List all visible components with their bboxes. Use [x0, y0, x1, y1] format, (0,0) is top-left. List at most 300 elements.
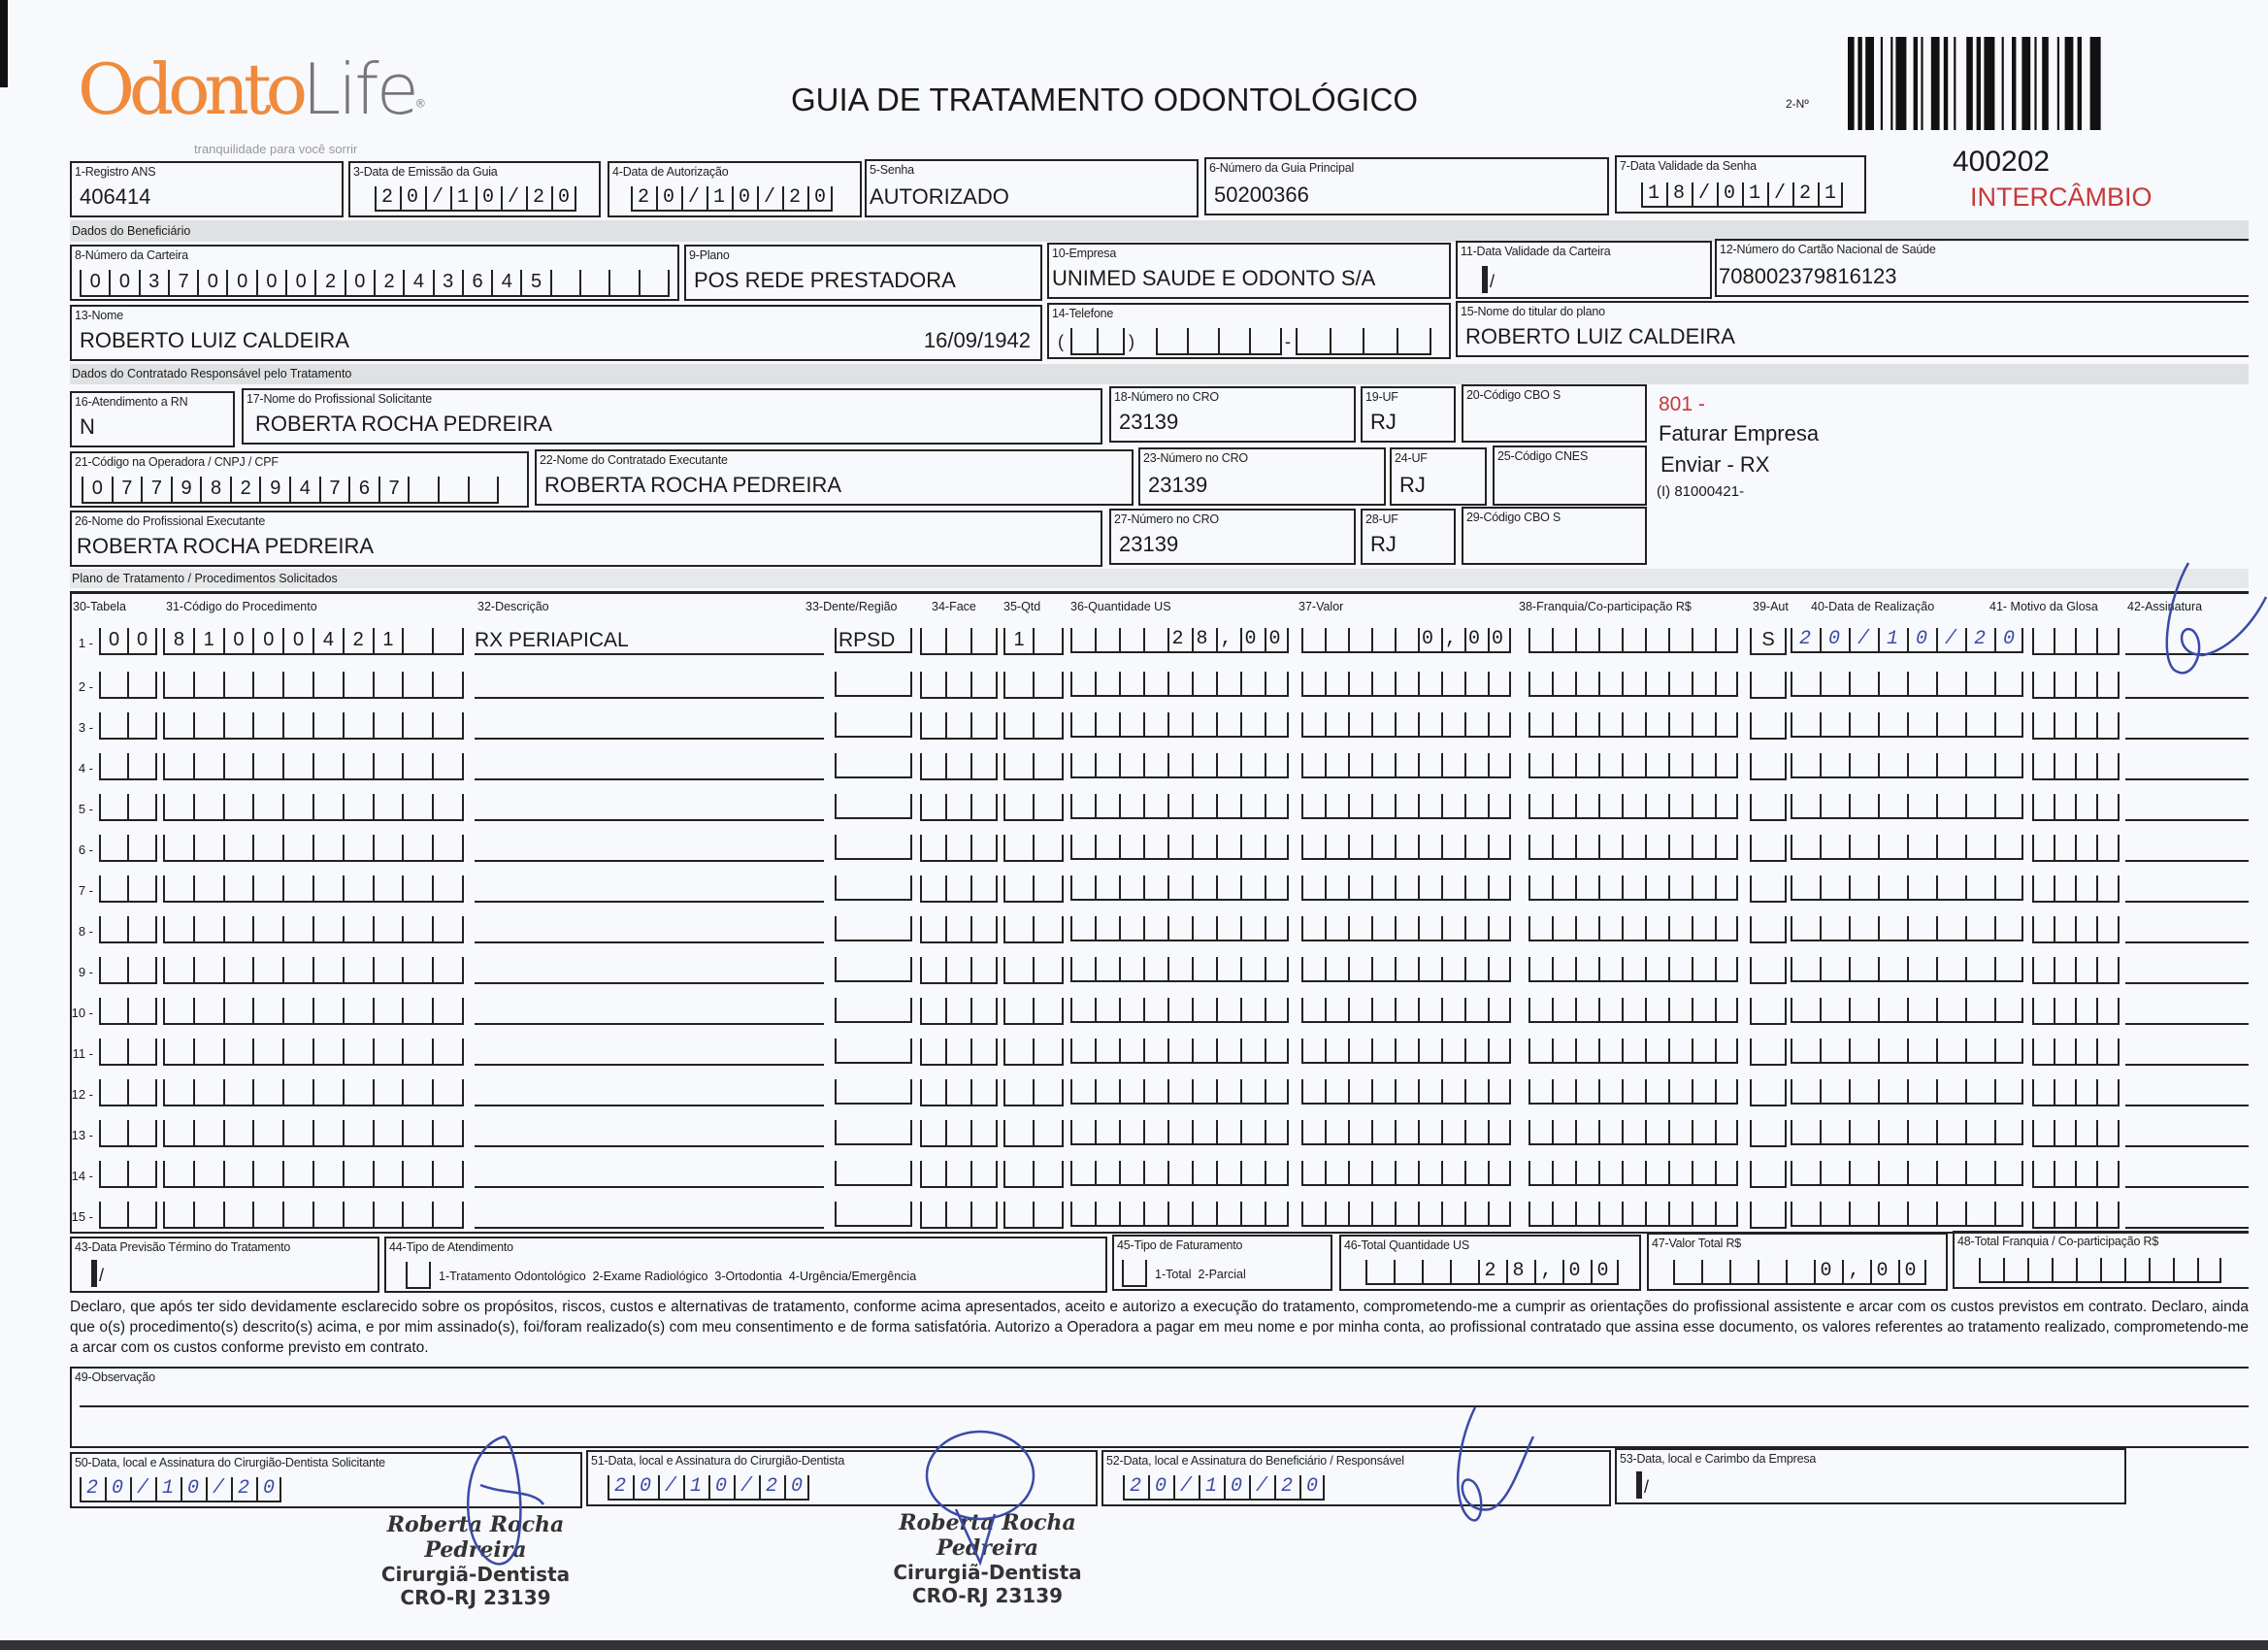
franquia-comb[interactable] — [1528, 794, 1738, 819]
motivo-glosa-comb[interactable] — [2032, 794, 2120, 821]
qtd-comb[interactable] — [1003, 998, 1064, 1025]
aut-comb[interactable] — [1750, 794, 1787, 821]
comb-cell — [1750, 875, 1787, 901]
dente-field[interactable] — [835, 794, 912, 819]
franquia-comb[interactable] — [1528, 1161, 1738, 1186]
valor-comb[interactable] — [1301, 875, 1511, 901]
data-realizacao-comb[interactable] — [1791, 835, 2023, 860]
tipo-atendimento-checkbox[interactable] — [406, 1262, 431, 1289]
dente-field[interactable] — [835, 875, 912, 901]
descricao-field[interactable] — [475, 1039, 824, 1066]
descricao-field[interactable] — [475, 712, 824, 740]
barcode-bar — [2021, 37, 2030, 130]
franquia-comb[interactable] — [1528, 628, 1738, 653]
guia-principal-field[interactable] — [1204, 157, 1609, 215]
assinatura-field[interactable] — [2125, 957, 2249, 984]
codigo-comb[interactable] — [163, 753, 464, 780]
field-label: 11-Data Validade da Carteira — [1461, 245, 1611, 258]
total-franquia-field[interactable] — [1953, 1231, 2249, 1289]
tabela-comb[interactable] — [99, 835, 157, 862]
cnes-field[interactable] — [1493, 446, 1647, 506]
aut-comb[interactable] — [1750, 628, 1787, 655]
face-comb[interactable] — [920, 794, 998, 821]
valor-comb[interactable] — [1301, 916, 1511, 941]
comb-cell — [99, 794, 127, 819]
qtd-comb[interactable] — [1003, 957, 1064, 984]
dente-field[interactable] — [835, 916, 912, 941]
aut-comb[interactable] — [1750, 1079, 1787, 1106]
comb-cell — [2096, 835, 2120, 860]
row-number: 4 - — [78, 761, 93, 776]
valor-comb[interactable] — [1301, 1202, 1511, 1227]
telefone-field[interactable] — [1047, 303, 1451, 359]
aut-comb[interactable] — [1750, 998, 1787, 1025]
descricao-field[interactable]: RX PERIAPICAL — [475, 628, 824, 655]
date-part[interactable] — [1482, 266, 1488, 293]
cro-18-field[interactable] — [1109, 386, 1356, 443]
dente-field[interactable] — [835, 957, 912, 982]
comb-cell: 0 — [197, 270, 226, 295]
qtd-comb[interactable] — [1003, 1161, 1064, 1188]
qtd-us-comb[interactable] — [1070, 998, 1289, 1023]
codigo-comb[interactable] — [163, 712, 464, 740]
data-realizacao-comb[interactable] — [1791, 1161, 2023, 1186]
field-label: 46-Total Quantidade US — [1344, 1238, 1470, 1252]
signature-mark-icon — [898, 1422, 1053, 1568]
comb-cell — [312, 835, 343, 860]
assinatura-field[interactable] — [2125, 794, 2249, 821]
assinatura-field[interactable] — [2125, 1039, 2249, 1066]
cro-27-field[interactable] — [1109, 509, 1356, 565]
face-comb[interactable] — [920, 1161, 998, 1188]
motivo-glosa-comb[interactable] — [2032, 957, 2120, 984]
data-emissao-comb[interactable] — [375, 186, 584, 212]
aut-comb[interactable] — [1750, 1161, 1787, 1188]
assinatura-field[interactable] — [2125, 835, 2249, 862]
comb-cell — [1750, 794, 1787, 819]
face-comb[interactable] — [920, 957, 998, 984]
tipo-atendimento-field[interactable] — [384, 1237, 1107, 1293]
valor-comb[interactable] — [1301, 1161, 1511, 1186]
dente-field[interactable] — [835, 1161, 912, 1186]
codigo-comb[interactable] — [163, 957, 464, 984]
data-realizacao-comb[interactable] — [1791, 794, 2023, 819]
franquia-comb[interactable] — [1528, 875, 1738, 901]
descricao-field[interactable] — [475, 1202, 824, 1229]
descricao-field[interactable] — [475, 1079, 824, 1106]
date-part[interactable] — [1636, 1471, 1642, 1499]
face-comb[interactable] — [920, 916, 998, 943]
codigo-comb[interactable] — [163, 916, 464, 943]
data-realizacao-comb[interactable] — [1791, 1202, 2023, 1227]
dente-field[interactable] — [835, 672, 912, 697]
qtd-comb[interactable] — [1003, 1120, 1064, 1147]
table-row — [0, 875, 2268, 905]
franquia-comb[interactable] — [1528, 753, 1738, 778]
data-realizacao-comb[interactable] — [1791, 957, 2023, 982]
face-comb[interactable] — [920, 672, 998, 699]
valor-total-comb[interactable] — [1673, 1260, 1933, 1285]
data-realizacao-comb[interactable] — [1791, 712, 2023, 738]
face-comb[interactable] — [920, 1039, 998, 1066]
comb-cell — [163, 794, 193, 819]
motivo-glosa-comb[interactable] — [2032, 916, 2120, 943]
aut-comb[interactable] — [1750, 672, 1787, 699]
tabela-comb[interactable] — [99, 628, 157, 655]
tabela-comb[interactable] — [99, 1120, 157, 1147]
data-autorizacao-comb[interactable] — [631, 186, 840, 212]
motivo-glosa-comb[interactable] — [2032, 1039, 2120, 1066]
aut-comb[interactable] — [1750, 957, 1787, 984]
tabela-comb[interactable] — [99, 875, 157, 903]
stamp-cro: CRO-RJ 23139 — [911, 1584, 1064, 1607]
assinatura-field[interactable] — [2125, 1120, 2249, 1147]
descricao-field[interactable] — [475, 672, 824, 699]
qtd-us-comb[interactable] — [1070, 672, 1289, 697]
franquia-comb[interactable] — [1528, 1079, 1738, 1105]
motivo-glosa-comb[interactable] — [2032, 835, 2120, 862]
registro-ans-field[interactable] — [70, 161, 344, 217]
plano-field[interactable] — [684, 245, 1042, 301]
dente-field[interactable] — [835, 753, 912, 778]
qtd-comb[interactable] — [1003, 916, 1064, 943]
comb-cell — [282, 794, 312, 819]
dente-field[interactable] — [835, 998, 912, 1023]
assinatura-field[interactable] — [2125, 753, 2249, 780]
page-title: GUIA DE TRATAMENTO ODONTOLÓGICO — [791, 82, 1419, 117]
codigo-comb[interactable] — [163, 672, 464, 699]
motivo-glosa-comb[interactable] — [2032, 1161, 2120, 1188]
guide-code: 400202 — [1953, 146, 2051, 178]
tabela-comb[interactable] — [99, 916, 157, 943]
data-realizacao-comb[interactable] — [1791, 672, 2023, 697]
qtd-us-comb[interactable] — [1070, 1079, 1289, 1105]
date-part[interactable] — [91, 1260, 97, 1287]
empresa-field[interactable] — [1047, 243, 1451, 299]
franquia-comb[interactable] — [1528, 835, 1738, 860]
data-realizacao-comb[interactable] — [1791, 998, 2023, 1023]
qtd-us-comb[interactable] — [1070, 835, 1289, 860]
data-realizacao-comb[interactable] — [1791, 1120, 2023, 1145]
franquia-comb[interactable] — [1528, 998, 1738, 1023]
row-number: 10 - — [71, 1006, 93, 1020]
dente-field[interactable] — [835, 1120, 912, 1145]
profissional-executante-field[interactable] — [70, 511, 1102, 567]
tabela-comb[interactable] — [99, 1161, 157, 1188]
dente-field[interactable] — [835, 835, 912, 860]
total-franquia-comb[interactable] — [1979, 1258, 2221, 1283]
valor-comb[interactable] — [1301, 628, 1515, 653]
total-us-comb[interactable] — [1365, 1260, 1626, 1285]
validade-senha-field[interactable] — [1615, 155, 1866, 214]
field-label: 24-UF — [1395, 451, 1428, 465]
tabela-comb[interactable] — [99, 998, 157, 1025]
assinatura-field[interactable] — [2125, 1202, 2249, 1229]
assinatura-beneficiario-date[interactable] — [1123, 1475, 1332, 1501]
codigo-comb[interactable] — [163, 1039, 464, 1066]
date-comb[interactable] — [1482, 268, 1700, 293]
comb-cell — [945, 998, 970, 1023]
profissional-solicitante-field[interactable] — [242, 388, 1102, 445]
validade-carteira-field[interactable] — [1456, 241, 1712, 299]
face-comb[interactable] — [920, 712, 998, 740]
codigo-comb[interactable] — [163, 998, 464, 1025]
tabela-comb[interactable] — [99, 672, 157, 699]
dente-field[interactable] — [835, 1202, 912, 1227]
comb-cell — [1750, 916, 1787, 941]
barcode — [1848, 37, 2151, 130]
motivo-glosa-comb[interactable] — [2032, 875, 2120, 903]
comb-cell: 0 — [285, 270, 314, 295]
qtd-us-comb[interactable] — [1070, 628, 1294, 653]
qtd-comb[interactable] — [1003, 794, 1064, 821]
descricao-field[interactable] — [475, 957, 824, 984]
descricao-field[interactable] — [475, 998, 824, 1025]
descricao-field[interactable] — [475, 916, 824, 943]
qtd-us-comb[interactable] — [1070, 1202, 1289, 1227]
franquia-comb[interactable] — [1528, 712, 1738, 738]
comb-cell — [193, 957, 223, 982]
tabela-comb[interactable] — [99, 1039, 157, 1066]
descricao-field[interactable] — [475, 875, 824, 903]
comb-cell — [373, 712, 403, 738]
assinatura-field[interactable] — [2125, 998, 2249, 1025]
note-enviar: Enviar - RX — [1660, 452, 1770, 477]
descricao-field[interactable] — [475, 835, 824, 862]
qtd-comb[interactable] — [1003, 1202, 1064, 1229]
aut-comb[interactable] — [1750, 916, 1787, 943]
comb-cell — [2096, 672, 2120, 697]
dente-field[interactable] — [835, 1039, 912, 1064]
comb-cell — [99, 1079, 127, 1105]
aut-comb[interactable] — [1750, 875, 1787, 903]
motivo-glosa-comb[interactable] — [2032, 1120, 2120, 1147]
comb-cell — [252, 1161, 282, 1186]
ddd-comb[interactable] — [1070, 328, 1125, 355]
carteira-field[interactable] — [70, 245, 679, 301]
aut-comb[interactable] — [1750, 1120, 1787, 1147]
comb-cell — [373, 1039, 403, 1064]
carteira-comb[interactable] — [80, 270, 670, 297]
qtd-us-comb[interactable] — [1070, 916, 1289, 941]
tabela-comb[interactable] — [99, 794, 157, 821]
qtd-comb[interactable] — [1003, 712, 1064, 740]
uf-28-field[interactable] — [1361, 509, 1456, 565]
comb-cell — [1363, 328, 1397, 353]
face-comb[interactable] — [920, 998, 998, 1025]
codigo-comb[interactable] — [163, 1120, 464, 1147]
motivo-glosa-comb[interactable] — [2032, 998, 2120, 1025]
phone-suffix-comb[interactable] — [1296, 328, 1431, 355]
qtd-comb[interactable] — [1003, 835, 1064, 862]
comb-cell — [312, 1039, 343, 1064]
comb-cell: 4 — [312, 628, 343, 653]
dente-field[interactable] — [835, 1079, 912, 1105]
qtd-us-comb[interactable] — [1070, 875, 1289, 901]
cns-field[interactable] — [1715, 239, 2249, 297]
comb-cell — [163, 712, 193, 738]
qtd-comb[interactable] — [1003, 753, 1064, 780]
qtd-comb[interactable] — [1003, 875, 1064, 903]
nome-field[interactable] — [70, 305, 1042, 361]
codigo-comb[interactable] — [163, 1079, 464, 1106]
date-comb[interactable] — [1636, 1473, 1840, 1499]
assinatura-field[interactable] — [2125, 875, 2249, 903]
assinatura-field[interactable] — [2125, 1161, 2249, 1188]
atendimento-rn-field[interactable] — [70, 391, 235, 447]
motivo-glosa-comb[interactable] — [2032, 672, 2120, 699]
face-comb[interactable] — [920, 753, 998, 780]
data-realizacao-comb[interactable] — [1791, 628, 2033, 653]
comb-cell — [163, 835, 193, 860]
cbo-20-field[interactable] — [1462, 384, 1647, 443]
validade-senha-comb[interactable] — [1641, 182, 1851, 208]
aut-comb[interactable] — [1750, 1039, 1787, 1066]
motivo-glosa-comb[interactable] — [2032, 628, 2120, 655]
comb-cell — [432, 1079, 464, 1105]
aut-comb[interactable] — [1750, 753, 1787, 780]
face-comb[interactable] — [920, 628, 998, 655]
face-comb[interactable] — [920, 1120, 998, 1147]
total-us-value: 28,00 — [1484, 1260, 1626, 1282]
cro-23-field[interactable] — [1138, 447, 1386, 506]
total-us-field[interactable] — [1339, 1235, 1641, 1291]
data-realizacao-comb[interactable] — [1791, 1079, 2023, 1105]
date-comb[interactable] — [91, 1262, 310, 1287]
tabela-comb[interactable] — [99, 1202, 157, 1229]
cbo-29-field[interactable] — [1462, 507, 1647, 565]
field-value: ROBERTA ROCHA PEDREIRA — [255, 412, 553, 436]
barcode-bar — [1984, 37, 1994, 130]
valor-comb[interactable] — [1301, 835, 1511, 860]
motivo-glosa-comb[interactable] — [2032, 712, 2120, 740]
qtd-us-comb[interactable] — [1070, 712, 1289, 738]
uf-24-field[interactable] — [1390, 447, 1487, 506]
qtd-us-comb[interactable] — [1070, 753, 1289, 778]
valor-comb[interactable] — [1301, 1079, 1511, 1105]
codigo-comb[interactable] — [163, 1161, 464, 1188]
data-realizacao-comb[interactable] — [1791, 916, 2023, 941]
tabela-comb[interactable] — [99, 753, 157, 780]
descricao-field[interactable] — [475, 794, 824, 821]
barcode-bar — [1857, 37, 1861, 130]
qtd-us-comb[interactable] — [1070, 1120, 1289, 1145]
assinatura-field[interactable] — [2125, 712, 2249, 740]
assinatura-field[interactable] — [2125, 916, 2249, 943]
valor-comb[interactable] — [1301, 1039, 1511, 1064]
qtd-us-comb[interactable] — [1070, 1161, 1289, 1186]
motivo-glosa-comb[interactable] — [2032, 753, 2120, 780]
descricao-field[interactable] — [475, 1120, 824, 1147]
face-comb[interactable] — [920, 875, 998, 903]
qtd-comb[interactable] — [1003, 1039, 1064, 1066]
motivo-glosa-comb[interactable] — [2032, 1079, 2120, 1106]
qtd-us-comb[interactable] — [1070, 957, 1289, 982]
data-realizacao-comb[interactable] — [1791, 753, 2023, 778]
contratado-executante-field[interactable] — [535, 449, 1134, 506]
codigo-comb[interactable] — [163, 875, 464, 903]
qtd-comb[interactable] — [1003, 628, 1064, 655]
codigo-operadora-field[interactable] — [70, 451, 529, 508]
assinatura-solicitante-date[interactable] — [80, 1477, 289, 1502]
data-autorizacao-field[interactable] — [608, 161, 862, 217]
tabela-comb[interactable] — [99, 712, 157, 740]
aut-comb[interactable] — [1750, 1202, 1787, 1229]
descricao-field[interactable] — [475, 753, 824, 780]
valor-comb[interactable] — [1301, 957, 1511, 982]
data-emissao-field[interactable] — [348, 161, 601, 217]
codigo-comb[interactable] — [163, 1202, 464, 1229]
comb-cell — [343, 875, 373, 901]
valor-comb[interactable] — [1301, 672, 1511, 697]
valor-comb[interactable] — [1301, 712, 1511, 738]
face-comb[interactable] — [920, 1079, 998, 1106]
valor-comb[interactable] — [1301, 998, 1511, 1023]
observacao-field[interactable] — [70, 1367, 2249, 1448]
codigo-comb[interactable] — [163, 628, 464, 655]
comb-cell — [945, 1161, 970, 1186]
franquia-comb[interactable] — [1528, 1202, 1738, 1227]
face-comb[interactable] — [920, 835, 998, 862]
franquia-comb[interactable] — [1528, 1039, 1738, 1064]
assinatura-dentista-date[interactable] — [608, 1475, 817, 1501]
note-code: 801 - — [1659, 393, 1705, 415]
senha-field[interactable] — [865, 159, 1199, 217]
uf-19-field[interactable] — [1361, 386, 1456, 443]
motivo-glosa-comb[interactable] — [2032, 1202, 2120, 1229]
aut-comb[interactable] — [1750, 712, 1787, 740]
dente-field[interactable]: RPSD — [835, 628, 912, 653]
franquia-comb[interactable] — [1528, 957, 1738, 982]
franquia-comb[interactable] — [1528, 672, 1738, 697]
codigo-comb[interactable] — [163, 794, 464, 821]
codigo-operadora-comb[interactable] — [82, 477, 499, 504]
tipo-faturamento-checkbox[interactable] — [1122, 1260, 1147, 1287]
qtd-us-comb[interactable] — [1070, 794, 1289, 819]
field-label: 49-Observação — [75, 1370, 155, 1384]
data-realizacao-comb[interactable] — [1791, 1039, 2023, 1064]
qtd-us-comb[interactable] — [1070, 1039, 1289, 1064]
dente-field[interactable] — [835, 712, 912, 738]
valor-total-field[interactable] — [1647, 1233, 1948, 1291]
data-realizacao-comb[interactable] — [1791, 875, 2023, 901]
franquia-comb[interactable] — [1528, 1120, 1738, 1145]
tabela-comb[interactable] — [99, 1079, 157, 1106]
valor-comb[interactable] — [1301, 753, 1511, 778]
comb-cell — [1003, 875, 1033, 901]
carimbo-empresa-field[interactable] — [1615, 1448, 2126, 1504]
tipo-faturamento-field[interactable] — [1112, 1235, 1332, 1291]
phone-prefix-comb[interactable] — [1156, 328, 1282, 355]
previsao-termino-field[interactable] — [70, 1237, 379, 1293]
comb-cell — [282, 1120, 312, 1145]
valor-comb[interactable] — [1301, 794, 1511, 819]
titular-field[interactable] — [1456, 301, 2249, 357]
comb-cell — [2075, 1120, 2096, 1145]
descricao-field[interactable] — [475, 1161, 824, 1188]
tabela-comb[interactable] — [99, 957, 157, 984]
field-label: 12-Número do Cartão Nacional de Saúde — [1720, 243, 1936, 256]
face-comb[interactable] — [920, 1202, 998, 1229]
assinatura-field[interactable] — [2125, 1079, 2249, 1106]
codigo-comb[interactable] — [163, 835, 464, 862]
franquia-comb[interactable] — [1528, 916, 1738, 941]
qtd-comb[interactable] — [1003, 672, 1064, 699]
valor-comb[interactable] — [1301, 1120, 1511, 1145]
qtd-comb[interactable] — [1003, 1079, 1064, 1106]
aut-comb[interactable] — [1750, 835, 1787, 862]
comb-cell — [193, 1202, 223, 1227]
